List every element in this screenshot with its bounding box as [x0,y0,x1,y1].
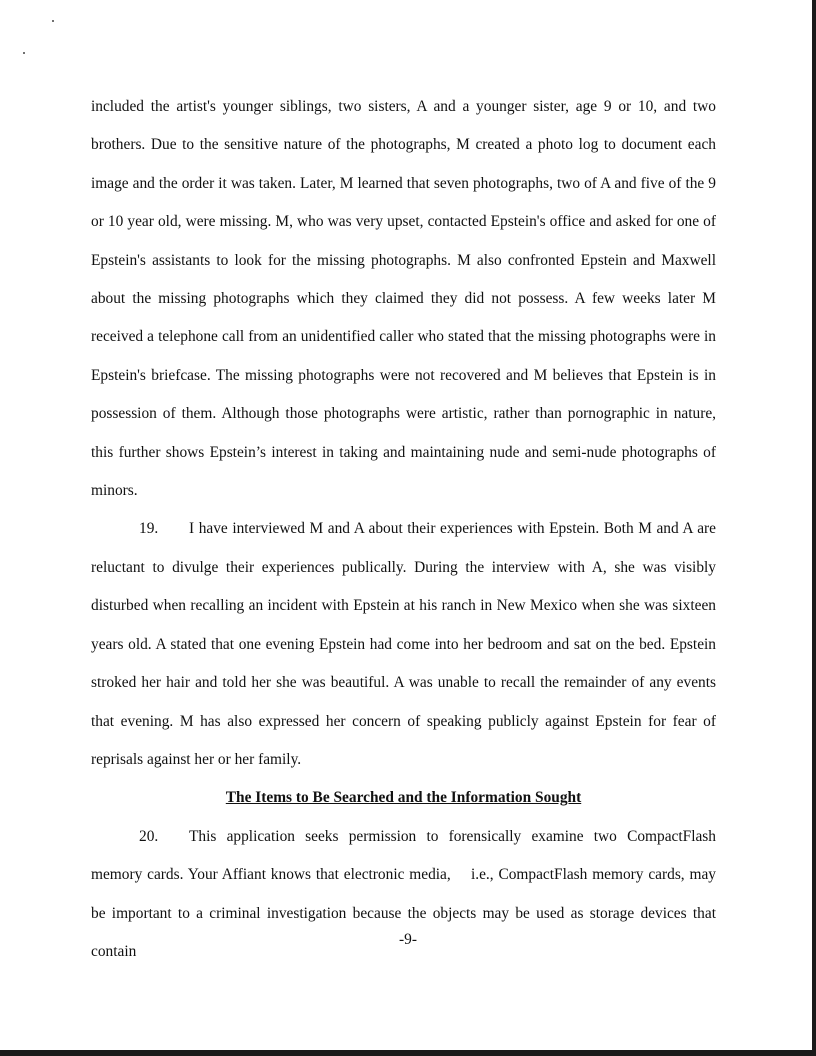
scan-border-right [812,0,816,1056]
paragraph-20: 20. This application seeks permission to forensically examine two CompactFlash memory cards. Your Affiant knows that electronic media, i.e., CompactFlash memory cards, may be important to a criminal investigation because the objects may be used as storage devices that contain [91,827,716,960]
page-number: -9- [399,931,417,948]
scan-speck [23,52,25,54]
scan-border-bottom [0,1050,816,1056]
paragraph-19: 19. I have interviewed M and A about their experiences with Epstein. Both M and A are reluctant to divulge their experiences publically. During the interview with A, she was visibly disturbed when recalling an incident with Epstein at his ranch in New Mexico when she was sixteen years old. A stated that one evening Epstein had come into her bedroom and sat on the bed. Epstein stroked her hair and told her she was beautiful. A was unable to recall the remainder of any events that evening. M has also expressed her concern of speaking publicly against Epstein for fear of reprisals against her or her family. [91,520,716,768]
section-heading: The Items to Be Searched and the Information Sought [225,789,582,807]
scan-speck [52,20,54,22]
document-body [91,88,716,971]
paragraph-continuation: included the artist's younger siblings, two sisters, A and a younger sister, age 9 or 10, and two brothers. Due to the sensitive nature of the photographs, M created a photo log to document each image and the order it was taken. Later, M learned that seven photographs, two of A and five of the 9 or 10 year old, were missing. M, who was very upset, contacted Epstein's office and asked for one of Epstein's assistants to look for the missing photographs. M also confronted Epstein and Maxwell about the missing photographs which they claimed they did not possess. A few weeks later M received a telephone call from an unidentified caller who stated that the missing photographs were in Epstein's briefcase. The missing photographs were not recovered and M believes that Epstein is in possession of them. Although those photographs were artistic, rather than pornographic in nature, this further shows Epstein’s interest in taking and maintaining nude and semi-nude photographs of minors. [91,98,716,500]
